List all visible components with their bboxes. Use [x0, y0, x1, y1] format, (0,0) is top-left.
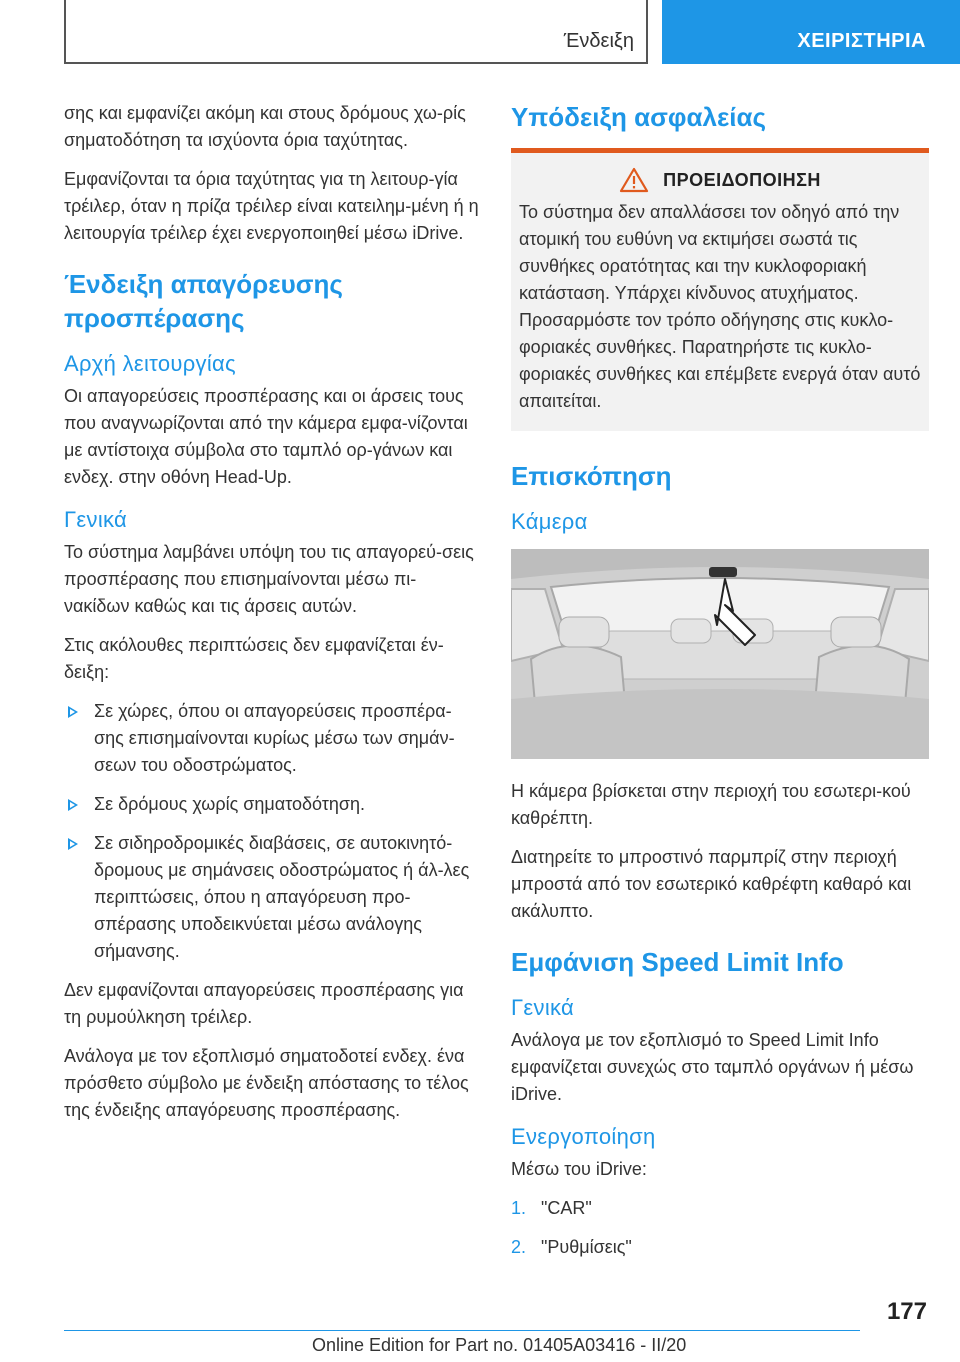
paragraph: Ανάλογα με τον εξοπλισμό σηματοδοτεί ενδεχ. ένα πρόσθετο σύμβολο με ένδειξη απόστασης το τέλος της ένδειξης απαγόρευσης προσπέρασης. [64, 1046, 469, 1120]
list-item [64, 830, 480, 965]
step-number: 2. [511, 1237, 527, 1257]
list-item-text: Σε σιδηροδρομικές διαβάσεις, σε αυτοκινητό-δρομους με σημάνσεις οδοστρώματος ή άλ-λες περιπτώσεις, όπου η απαγόρευση προ-σπέρασης υποδεικνύεται μέσω ανάλογης σήμανσης. [94, 833, 470, 961]
footer-rule [64, 1330, 860, 1331]
page-number: 177 [886, 1298, 927, 1325]
list-item [64, 698, 480, 779]
paragraph: Στις ακόλουθες περιπτώσεις δεν εμφανίζεται έν-δειξη: [64, 635, 444, 682]
list-item [64, 791, 480, 818]
list-item-text: Σε χώρες, όπου οι απαγορεύσεις προσπέρα-σης επισημαίνονται κυρίως μέσω των σημάν-σεων του οδοστρώματος. [94, 701, 455, 775]
paragraph: Διατηρείτε το μπροστινό παρμπρίζ στην περιοχή μπροστά από τον εσωτερικό καθρέφτη καθαρό και ακάλυπτο. [511, 847, 912, 921]
paragraph: σης και εμφανίζει ακόμη και στους δρόμους χω-ρίς σηματοδότηση τα ισχύοντα όρια ταχύτητας. [64, 103, 466, 150]
heading-no-passing: Ένδειξη απαγόρευσης προσπέρασης [64, 269, 343, 333]
warning-header [519, 167, 921, 193]
header-chapter-label: ΧΕΙΡΙΣΤΗΡΙΑ [797, 30, 926, 52]
heading-speed-limit-info: Εμφάνιση Speed Limit Info [511, 947, 844, 977]
heading-camera: Κάμερα [511, 509, 588, 534]
header-section-label: Ένδειξη [563, 30, 634, 52]
triangle-bullet-icon [68, 838, 78, 850]
paragraph: Μέσω του iDrive: [511, 1159, 647, 1179]
warning-triangle-icon [619, 167, 649, 193]
warning-title: ΠΡΟΕΙΔΟΠΟΙΗΣΗ [663, 169, 821, 190]
header-chapter-tab [662, 0, 960, 64]
heading-general: Γενικά [64, 507, 128, 532]
paragraph: Εμφανίζονται τα όρια ταχύτητας για τη λειτουρ-γία τρέιλερ, όταν η πρίζα τρέιλερ είναι κατειλημ-μένη ή η λειτουργία τρέιλερ έχει ενεργοποιηθεί μέσω iDrive. [64, 169, 479, 243]
left-column [64, 100, 480, 1136]
paragraph: Ανάλογα με τον εξοπλισμό το Speed Limit Info εμφανίζεται συνεχώς στο ταμπλό οργάνων ή μέσω iDrive. [511, 1030, 914, 1104]
step-text: "Ρυθμίσεις" [541, 1237, 632, 1257]
triangle-bullet-icon [68, 799, 78, 811]
header-section-tab [64, 0, 648, 64]
steps-list [511, 1195, 929, 1261]
heading-activation: Ενεργοποίηση [511, 1124, 656, 1149]
paragraph: Δεν εμφανίζονται απαγορεύσεις προσπέρασης για τη ρυμούλκηση τρέιλερ. [64, 980, 464, 1027]
bullet-list [64, 698, 480, 965]
heading-general-sli: Γενικά [511, 995, 575, 1020]
footer-edition: Online Edition for Part no. 01405A03416 - II/20 [312, 1335, 687, 1355]
paragraph: Η κάμερα βρίσκεται στην περιοχή του εσωτερι-κού καθρέπτη. [511, 781, 911, 828]
paragraph: Οι απαγορεύσεις προσπέρασης και οι άρσεις τους που αναγνωρίζονται από την κάμερα εμφα-νίζονται με αντίστοιχα σύμβολα στο ταμπλό ορ-γάνων και ενδεχ. στην οθόνη Head-Up. [64, 386, 468, 487]
step-text: "CAR" [541, 1198, 592, 1218]
warning-box [511, 153, 929, 431]
triangle-bullet-icon [68, 706, 78, 718]
paragraph: Το σύστημα λαμβάνει υπόψη του τις απαγορεύ-σεις προσπέρασης που επισημαίνονται μέσω πι-νακίδων καθώς και τις άρσεις αυτών. [64, 542, 474, 616]
step-number: 1. [511, 1198, 527, 1218]
right-column [511, 100, 929, 1273]
heading-safety: Υπόδειξη ασφαλείας [511, 102, 767, 132]
heading-overview: Επισκόπηση [511, 461, 672, 491]
warning-text: Το σύστημα δεν απαλλάσσει τον οδηγό από την ατομική του ευθύνη να εκτιμήσει σωστά τις συνθήκες ορατότητας και την κυκλοφοριακή κατάσταση. Υπάρχει κίνδυνος ατυχήματος. Προσαρμόστε τον τρόπο οδήγησης στις κυκλο-φοριακές συνθήκες. Παρατηρήστε τις κυκλο-φοριακές συνθήκες και επέμβετε ενεργά όταν αυτό απαιτείται. [519, 202, 921, 411]
list-item [511, 1195, 929, 1222]
heading-principle: Αρχή λειτουργίας [64, 351, 236, 376]
camera-location-image [511, 549, 929, 759]
list-item [511, 1234, 929, 1261]
list-item-text: Σε δρόμους χωρίς σηματοδότηση. [94, 794, 366, 814]
